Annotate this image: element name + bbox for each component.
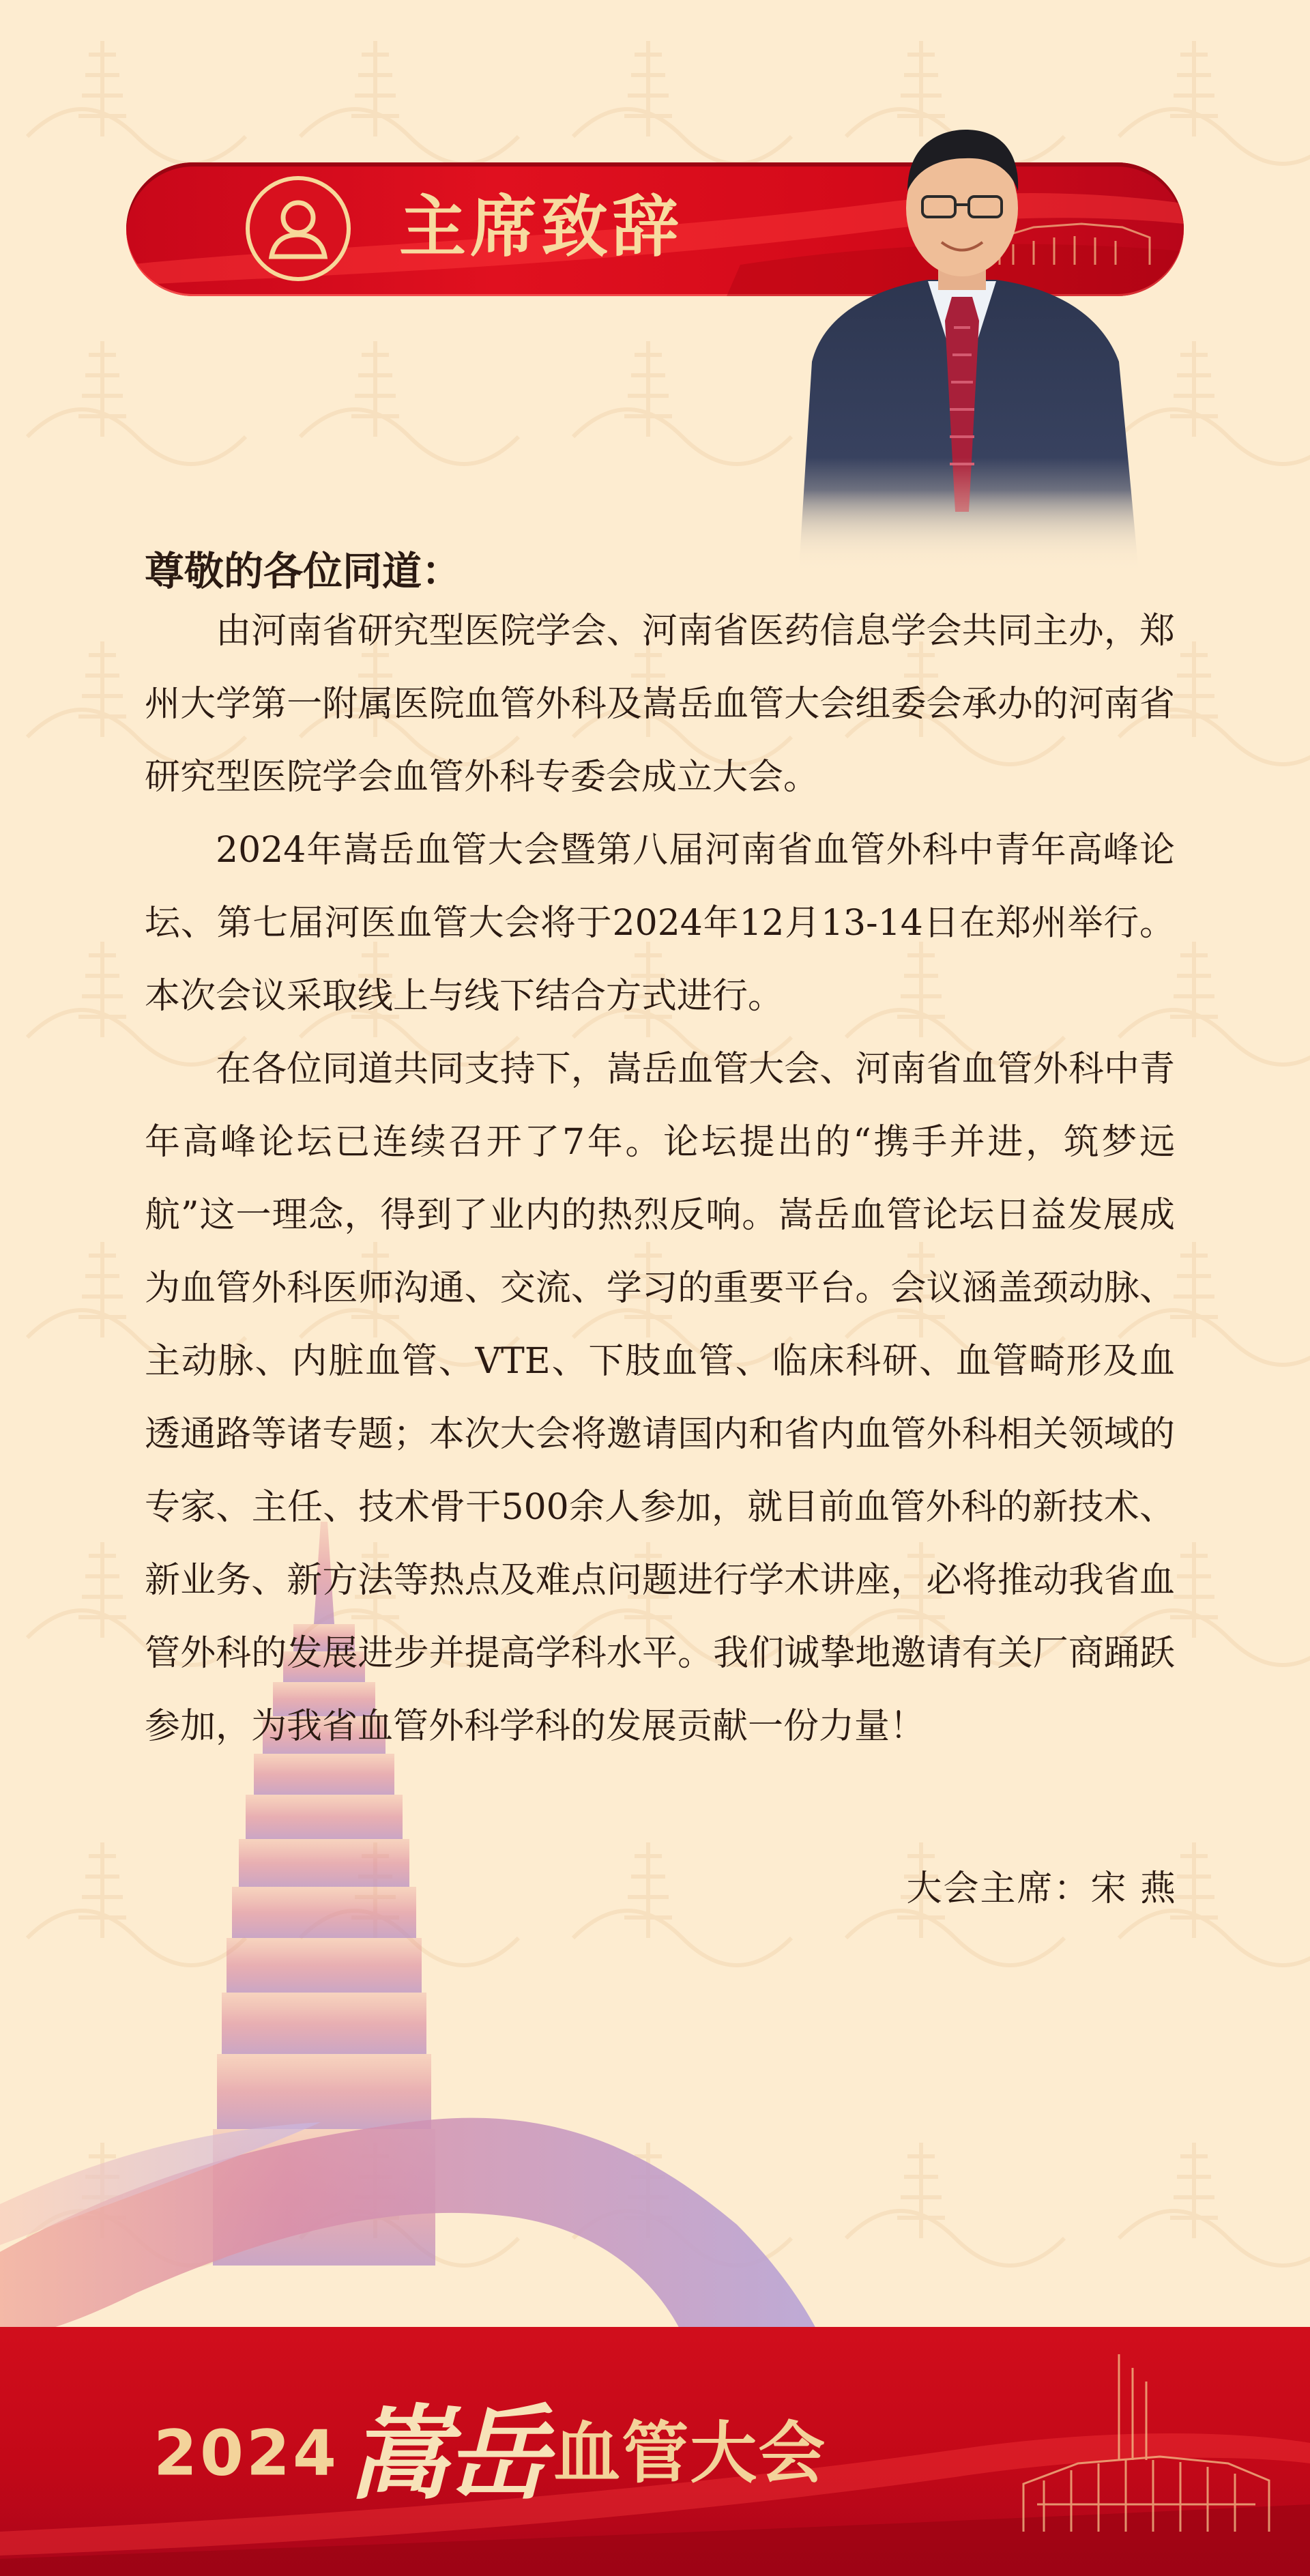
footer-brand: 嵩岳 <box>348 2393 545 2514</box>
paragraph-1: 由河南省研究型医院学会、河南省医药信息学会共同主办，郑州大学第一附属医院血管外科及嵩岳血管大会组委会承办的河南省研究型医院学会血管外科专委会成立大会。 <box>145 611 1175 798</box>
chairman-portrait <box>771 102 1153 580</box>
page-title: 主席致辞 <box>399 188 684 266</box>
footer-title <box>154 2393 827 2514</box>
user-icon <box>246 176 351 281</box>
signature: 大会主席：宋 燕 <box>906 1868 1177 1909</box>
letter-body <box>145 607 1175 1763</box>
paragraph-2: 2024年嵩岳血管大会暨第八届河南省血管外科中青年高峰论坛、第七届河医血管大会将于2024年12月13-14日在郑州举行。本次会议采取线上与线下结合方式进行。 <box>145 830 1175 1017</box>
footer-event: 血管大会 <box>553 2414 827 2493</box>
footer-year: 2024 <box>154 2416 340 2490</box>
paragraph-3: 在各位同道共同支持下，嵩岳血管大会、河南省血管外科中青年高峰论坛已连续召开了7年。论坛提出的“携手并进，筑梦远航”这一理念，得到了业内的热烈反响。嵩岳血管论坛日益发展成为血管外科医师沟通、交流、学习的重要平台。会议涵盖颈动脉、主动脉、内脏血管、VTE、下肢血管、临床科研、血管畸形及血透通路等诸专题；本次大会将邀请国内和省内血管外科相关领域的专家、主任、技术骨干500余人参加，就目前血管外科的新技术、新业务、新方法等热点及难点问题进行学术讲座，必将推动我省血管外科的发展进步并提高学科水平。我们诚挚地邀请有关厂商踊跃参加，为我省血管外科学科的发展贡献一份力量！ <box>145 1049 1175 1747</box>
salutation: 尊敬的各位同道： <box>145 548 462 594</box>
